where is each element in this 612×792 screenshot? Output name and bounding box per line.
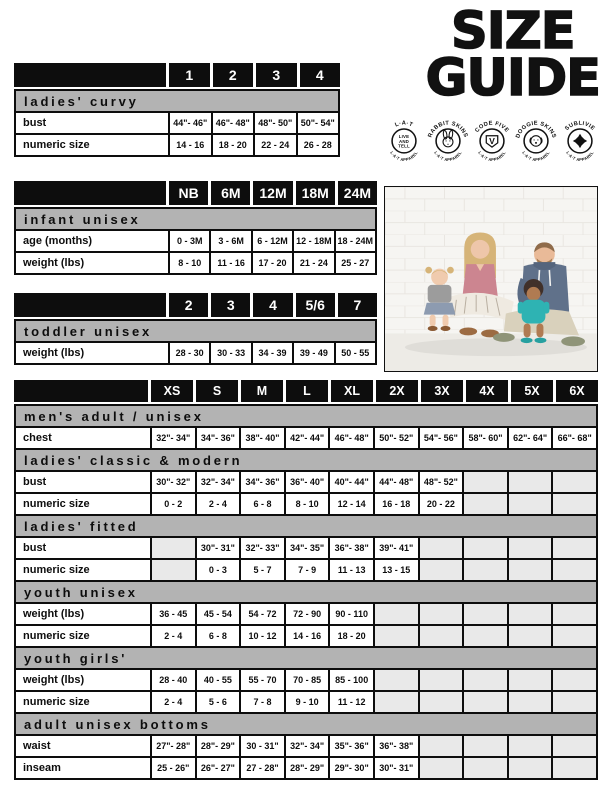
size-value-cell: 44"- 46" bbox=[170, 113, 211, 133]
empty-cell bbox=[375, 692, 418, 712]
svg-text:RABBIT SKINS: RABBIT SKINS bbox=[427, 120, 469, 139]
size-value-cell: 34"- 36" bbox=[241, 472, 284, 492]
size-value-cell: 32"- 34" bbox=[286, 736, 329, 756]
brand-logo-row bbox=[383, 114, 601, 168]
size-value-cell: 28"- 29" bbox=[286, 758, 329, 778]
row-label: inseam bbox=[16, 758, 150, 778]
size-value-cell: 18 - 20 bbox=[213, 135, 254, 155]
size-value-cell: 44"- 48" bbox=[375, 472, 418, 492]
size-value-cell: 32"- 34" bbox=[197, 472, 240, 492]
page-title-line2: GUIDE bbox=[425, 49, 600, 108]
empty-cell bbox=[375, 604, 418, 624]
empty-cell bbox=[420, 560, 463, 580]
size-value-cell: 2 - 4 bbox=[152, 626, 195, 646]
size-value-cell: 35"- 36" bbox=[330, 736, 373, 756]
size-value-cell: 18 - 20 bbox=[330, 626, 373, 646]
empty-cell bbox=[553, 472, 596, 492]
ladies-curvy-table bbox=[14, 63, 340, 157]
size-value-cell: 58"- 60" bbox=[464, 428, 507, 448]
empty-cell bbox=[509, 538, 552, 558]
size-value-cell: 3 - 6M bbox=[211, 231, 250, 251]
size-value-cell: 70 - 85 bbox=[286, 670, 329, 690]
size-value-cell: 30 - 31" bbox=[241, 736, 284, 756]
size-value-cell: 22 - 24 bbox=[255, 135, 296, 155]
empty-cell bbox=[464, 560, 507, 580]
empty-cell bbox=[553, 692, 596, 712]
size-value-cell: 36"- 38" bbox=[375, 736, 418, 756]
empty-cell bbox=[464, 472, 507, 492]
empty-cell bbox=[509, 758, 552, 778]
size-value-cell: 32"- 34" bbox=[152, 428, 195, 448]
svg-text:SUBLIVIE: SUBLIVIE bbox=[564, 120, 596, 133]
row-label: weight (lbs) bbox=[16, 670, 150, 690]
size-value-cell: 2 - 4 bbox=[152, 692, 195, 712]
row-label: numeric size bbox=[16, 560, 150, 580]
row-label: numeric size bbox=[16, 494, 150, 514]
section-title: ladies' curvy bbox=[16, 91, 338, 111]
size-value-cell: 32"- 33" bbox=[241, 538, 284, 558]
empty-cell bbox=[553, 758, 596, 778]
size-value-cell: 62"- 64" bbox=[509, 428, 552, 448]
size-column-header: 3 bbox=[256, 63, 297, 87]
size-value-cell: 11 - 12 bbox=[330, 692, 373, 712]
adult-youth-table bbox=[14, 380, 598, 780]
size-value-cell: 26"- 27" bbox=[197, 758, 240, 778]
size-value-cell: 55 - 70 bbox=[241, 670, 284, 690]
size-column-header: 2X bbox=[376, 380, 418, 402]
size-value-cell: 12 - 18M bbox=[294, 231, 333, 251]
svg-text:CODE FIVE: CODE FIVE bbox=[474, 120, 510, 134]
size-column-header: 7 bbox=[338, 293, 377, 317]
size-value-cell: 40"- 44" bbox=[330, 472, 373, 492]
empty-cell bbox=[420, 670, 463, 690]
size-value-cell: 7 - 9 bbox=[286, 560, 329, 580]
diamond-arrows-icon bbox=[573, 134, 587, 148]
size-value-cell: 45 - 54 bbox=[197, 604, 240, 624]
size-value-cell: 5 - 7 bbox=[241, 560, 284, 580]
size-value-cell: 72 - 90 bbox=[286, 604, 329, 624]
sublivie-logo bbox=[559, 114, 601, 166]
empty-cell bbox=[464, 736, 507, 756]
empty-cell bbox=[509, 692, 552, 712]
size-column-header: L bbox=[286, 380, 328, 402]
row-label: age (months) bbox=[16, 231, 168, 251]
size-value-cell: 48"- 52" bbox=[420, 472, 463, 492]
size-column-header: XS bbox=[151, 380, 193, 402]
empty-cell bbox=[464, 758, 507, 778]
size-value-cell: 14 - 16 bbox=[286, 626, 329, 646]
size-value-cell: 0 - 2 bbox=[152, 494, 195, 514]
row-label: waist bbox=[16, 736, 150, 756]
empty-cell bbox=[509, 736, 552, 756]
svg-text:LIVE: LIVE bbox=[398, 134, 410, 140]
empty-cell bbox=[420, 626, 463, 646]
size-value-cell: 90 - 110 bbox=[330, 604, 373, 624]
empty-cell bbox=[553, 736, 596, 756]
size-value-cell: 27 - 28" bbox=[241, 758, 284, 778]
size-value-cell: 26 - 28 bbox=[298, 135, 339, 155]
size-value-cell: 18 - 24M bbox=[336, 231, 375, 251]
size-value-cell: 50 - 55 bbox=[336, 343, 375, 363]
empty-cell bbox=[464, 604, 507, 624]
size-value-cell: 20 - 22 bbox=[420, 494, 463, 514]
empty-cell bbox=[420, 604, 463, 624]
svg-text:L·A·T APPAREL: L·A·T APPAREL bbox=[477, 150, 507, 163]
empty-cell bbox=[553, 626, 596, 646]
empty-cell bbox=[420, 758, 463, 778]
size-column-header: 4X bbox=[466, 380, 508, 402]
logo-circle bbox=[436, 129, 460, 153]
size-value-cell: 28"- 29" bbox=[197, 736, 240, 756]
size-column-header: 4 bbox=[300, 63, 341, 87]
empty-cell bbox=[553, 538, 596, 558]
size-value-cell: 34"- 36" bbox=[197, 428, 240, 448]
page-title bbox=[425, 2, 600, 108]
empty-cell bbox=[509, 472, 552, 492]
bunny-icon bbox=[443, 130, 453, 147]
size-value-cell: 66"- 68" bbox=[553, 428, 596, 448]
size-value-cell: 11 - 13 bbox=[330, 560, 373, 580]
empty-cell bbox=[553, 670, 596, 690]
empty-cell bbox=[464, 692, 507, 712]
logo-circle bbox=[524, 129, 548, 153]
code-five-logo bbox=[471, 114, 513, 166]
size-value-cell: 39"- 41" bbox=[375, 538, 418, 558]
row-label: weight (lbs) bbox=[16, 253, 168, 273]
empty-cell bbox=[152, 560, 195, 580]
size-value-cell: 50"- 52" bbox=[375, 428, 418, 448]
dog-icon bbox=[530, 136, 542, 147]
size-value-cell: 42"- 44" bbox=[286, 428, 329, 448]
row-label: numeric size bbox=[16, 135, 168, 155]
size-value-cell: 38"- 40" bbox=[241, 428, 284, 448]
header-corner-cell bbox=[14, 63, 166, 87]
size-column-header: 5/6 bbox=[296, 293, 335, 317]
size-value-cell: 7 - 8 bbox=[241, 692, 284, 712]
size-column-header: 5X bbox=[511, 380, 553, 402]
size-column-header: 1 bbox=[169, 63, 210, 87]
empty-cell bbox=[509, 494, 552, 514]
size-value-cell: 21 - 24 bbox=[294, 253, 333, 273]
row-label: weight (lbs) bbox=[16, 604, 150, 624]
size-value-cell: 8 - 10 bbox=[286, 494, 329, 514]
header-corner-cell bbox=[14, 380, 148, 402]
size-value-cell: 17 - 20 bbox=[253, 253, 292, 273]
size-column-header: 24M bbox=[338, 181, 377, 205]
row-label: numeric size bbox=[16, 626, 150, 646]
size-value-cell: 25 - 26" bbox=[152, 758, 195, 778]
size-value-cell: 11 - 16 bbox=[211, 253, 250, 273]
size-value-cell: 5 - 6 bbox=[197, 692, 240, 712]
size-column-header: 18M bbox=[296, 181, 335, 205]
size-value-cell: 30"- 32" bbox=[152, 472, 195, 492]
lat-logo bbox=[383, 114, 425, 166]
section-title: ladies' fitted bbox=[16, 516, 596, 536]
row-label: chest bbox=[16, 428, 150, 448]
section-title: youth girls' bbox=[16, 648, 596, 668]
size-value-cell: 46"- 48" bbox=[213, 113, 254, 133]
size-column-header: S bbox=[196, 380, 238, 402]
section-title: infant unisex bbox=[16, 209, 375, 229]
empty-cell bbox=[509, 604, 552, 624]
section-title: adult unisex bottoms bbox=[16, 714, 596, 734]
size-value-cell: 85 - 100 bbox=[330, 670, 373, 690]
size-column-header: 12M bbox=[253, 181, 292, 205]
empty-cell bbox=[464, 494, 507, 514]
empty-cell bbox=[553, 560, 596, 580]
empty-cell bbox=[464, 626, 507, 646]
size-column-header: M bbox=[241, 380, 283, 402]
size-column-header: 6M bbox=[211, 181, 250, 205]
empty-cell bbox=[152, 538, 195, 558]
size-value-cell: 50"- 54" bbox=[298, 113, 339, 133]
family-photo-illustration bbox=[385, 187, 597, 371]
row-label: bust bbox=[16, 113, 168, 133]
svg-text:L·A·T APPAREL: L·A·T APPAREL bbox=[521, 150, 551, 163]
empty-cell bbox=[509, 626, 552, 646]
size-value-cell: 36 - 45 bbox=[152, 604, 195, 624]
row-label: weight (lbs) bbox=[16, 343, 168, 363]
size-column-header: XL bbox=[331, 380, 373, 402]
rabbit-skins-logo bbox=[427, 114, 469, 166]
size-value-cell: 36"- 38" bbox=[330, 538, 373, 558]
size-value-cell: 30"- 31" bbox=[197, 538, 240, 558]
size-column-header: 3X bbox=[421, 380, 463, 402]
toddler-unisex-table bbox=[14, 293, 377, 365]
size-value-cell: 0 - 3 bbox=[197, 560, 240, 580]
size-column-header: 6X bbox=[556, 380, 598, 402]
svg-text:L·A·T APPAREL: L·A·T APPAREL bbox=[389, 150, 419, 163]
empty-cell bbox=[553, 494, 596, 514]
page-title-line1: SIZE bbox=[451, 2, 575, 61]
size-column-header: 2 bbox=[169, 293, 208, 317]
size-value-cell: 16 - 18 bbox=[375, 494, 418, 514]
svg-text:AND: AND bbox=[398, 138, 410, 144]
size-value-cell: 6 - 12M bbox=[253, 231, 292, 251]
svg-text:✕: ✕ bbox=[578, 140, 582, 146]
size-value-cell: 34 - 39 bbox=[253, 343, 292, 363]
section-title: youth unisex bbox=[16, 582, 596, 602]
empty-cell bbox=[553, 604, 596, 624]
empty-cell bbox=[420, 538, 463, 558]
size-value-cell: 14 - 16 bbox=[170, 135, 211, 155]
header-corner-cell bbox=[14, 181, 166, 205]
size-value-cell: 9 - 10 bbox=[286, 692, 329, 712]
svg-text:DOGGIE SKINS: DOGGIE SKINS bbox=[515, 120, 557, 140]
size-value-cell: 6 - 8 bbox=[241, 494, 284, 514]
size-column-header: NB bbox=[169, 181, 208, 205]
size-column-header: 3 bbox=[211, 293, 250, 317]
size-value-cell: 54"- 56" bbox=[420, 428, 463, 448]
svg-text:L·A·T APPAREL: L·A·T APPAREL bbox=[565, 150, 595, 163]
empty-cell bbox=[509, 560, 552, 580]
size-value-cell: 0 - 3M bbox=[170, 231, 209, 251]
size-column-header: 4 bbox=[253, 293, 292, 317]
section-title: toddler unisex bbox=[16, 321, 375, 341]
row-label: numeric size bbox=[16, 692, 150, 712]
empty-cell bbox=[420, 692, 463, 712]
empty-cell bbox=[375, 626, 418, 646]
size-column-header: 2 bbox=[213, 63, 254, 87]
infant-unisex-table bbox=[14, 181, 377, 275]
size-value-cell: 28 - 40 bbox=[152, 670, 195, 690]
size-value-cell: 48"- 50" bbox=[255, 113, 296, 133]
size-value-cell: 54 - 72 bbox=[241, 604, 284, 624]
size-value-cell: 39 - 49 bbox=[294, 343, 333, 363]
size-value-cell: 29"- 30" bbox=[330, 758, 373, 778]
size-value-cell: 46"- 48" bbox=[330, 428, 373, 448]
family-photo bbox=[384, 186, 598, 372]
size-value-cell: 27"- 28" bbox=[152, 736, 195, 756]
svg-text:V: V bbox=[489, 135, 495, 146]
size-value-cell: 34"- 35" bbox=[286, 538, 329, 558]
size-value-cell: 13 - 15 bbox=[375, 560, 418, 580]
size-value-cell: 6 - 8 bbox=[197, 626, 240, 646]
empty-cell bbox=[375, 670, 418, 690]
size-value-cell: 25 - 27 bbox=[336, 253, 375, 273]
size-value-cell: 36"- 40" bbox=[286, 472, 329, 492]
size-value-cell: 8 - 10 bbox=[170, 253, 209, 273]
empty-cell bbox=[464, 538, 507, 558]
empty-cell bbox=[464, 670, 507, 690]
live-and-tell-text bbox=[398, 134, 410, 149]
svg-text:TELL: TELL bbox=[398, 143, 410, 149]
section-title: ladies' classic & modern bbox=[16, 450, 596, 470]
size-value-cell: 30 - 33 bbox=[211, 343, 250, 363]
empty-cell bbox=[420, 736, 463, 756]
size-value-cell: 12 - 14 bbox=[330, 494, 373, 514]
svg-text:L·A·T APPAREL: L·A·T APPAREL bbox=[433, 150, 463, 163]
section-title: men's adult / unisex bbox=[16, 406, 596, 426]
size-value-cell: 30"- 31" bbox=[375, 758, 418, 778]
empty-cell bbox=[509, 670, 552, 690]
size-value-cell: 28 - 30 bbox=[170, 343, 209, 363]
svg-text:L·A·T: L·A·T bbox=[394, 120, 414, 129]
size-value-cell: 2 - 4 bbox=[197, 494, 240, 514]
row-label: bust bbox=[16, 472, 150, 492]
row-label: bust bbox=[16, 538, 150, 558]
doggie-skins-logo bbox=[515, 114, 557, 166]
size-value-cell: 10 - 12 bbox=[241, 626, 284, 646]
size-value-cell: 40 - 55 bbox=[197, 670, 240, 690]
v-shield-icon bbox=[486, 136, 497, 147]
header-corner-cell bbox=[14, 293, 166, 317]
